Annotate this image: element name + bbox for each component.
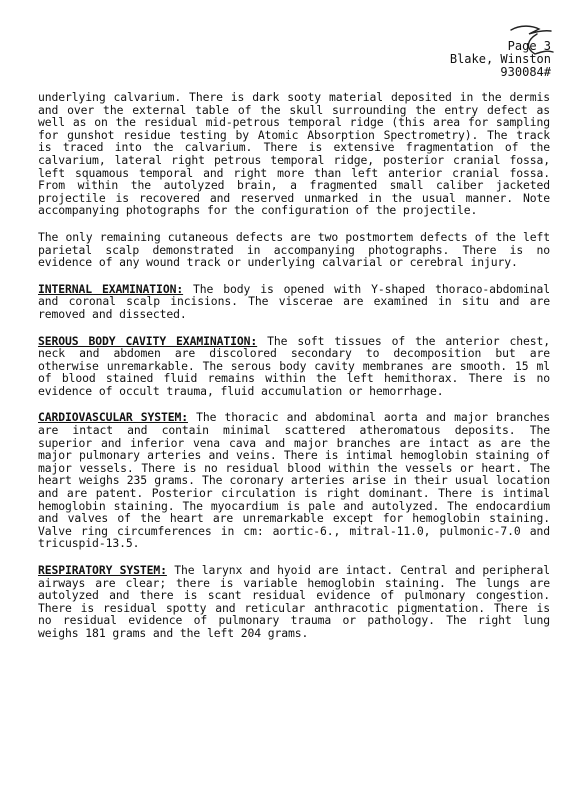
section-heading: SEROUS BODY CAVITY EXAMINATION: [38, 333, 258, 348]
section-text: The thoracic and abdominal aorta and major branches are intact and contain minimal scattered atheromatous deposits. The superior and inferior vena cava and major branches are intact as are the major pulmonary arteries and veins. There is intimal hemoglobin staining of major vessels. There is no residual blood within the vessels or heart. The heart weighs 235 grams. The coronary arteries arise in their usual location and are patent. Posterior circulation is right dominant. There is intimal hemoglobin staining. The myocardium is pale and autolyzed. The endocardium and valves of the heart are unremarkable except for hemoglobin staining. Valve ring circumferences in cm: aortic-6., mitral-11.0, pulmonic-7.0 and tricuspid-13.5. [38, 410, 551, 551]
page-header [450, 40, 551, 79]
section-text: The soft tissues of the anterior chest, neck and abdomen are discolored secondary to decomposition but are otherwise unremarkable. The serous body cavity membranes are smooth. 15 ml of blood stained fluid remains within the left hemithorax. There is no evidence of occult trauma, fluid accumulation or hemorrhage. [38, 333, 550, 398]
case-number: 930084# [500, 65, 551, 79]
section-heading: INTERNAL EXAMINATION: [38, 281, 184, 296]
paragraph-cutaneous-defects [38, 231, 550, 269]
page-number: Page 3 [507, 39, 551, 53]
section-cardiovascular [38, 411, 550, 550]
section-internal-examination [38, 283, 550, 321]
section-respiratory [38, 564, 550, 640]
paragraph-text: The only remaining cutaneous defects are two postmortem defects of the left parietal scalp demonstrated in accompanying photographs. There is no evidence of any wound track or underlying calvarial or cerebral injury. [38, 229, 550, 270]
section-text: The body is opened with Y-shaped thoraco-abdominal and coronal scalp incisions. The viscerae are examined in situ and are removed and dissected. [38, 281, 550, 321]
report-body [38, 91, 550, 654]
section-heading: RESPIRATORY SYSTEM: [38, 563, 167, 577]
paragraph-text: underlying calvarium. There is dark sooty material deposited in the dermis and over the external table of the skull surrounding the entry defect as well as on the residual mid-petrous temporal ridge (this area for sampling for gunshot residue testing by Atomic Absorption Spectrometry). The track is traced into the calvarium. There is extensive fragmentation of the calvarium, lateral right petrous temporal ridge, posterior cranial fossa, left squamous temporal and right more than left anterior cranial fossa. From within the autolyzed brain, a fragmented small caliber jacketed projectile is recovered and reserved unmarked in the usual manner. Note accompanying photographs for the configuration of the projectile. [38, 90, 550, 218]
section-serous-body-cavity [38, 335, 550, 398]
paragraph-calvarium [38, 91, 550, 217]
section-text: The larynx and hyoid are intact. Central and peripheral airways are clear; there is variable hemoglobin staining. The lungs are autolyzed and there is scant residual evidence of pulmonary congestion. There is residual spotty and reticular anthracotic pigmentation. There is no residual evidence of pulmonary trauma or pathology. The right lung weighs 181 grams and the left 204 grams. [38, 563, 550, 640]
section-heading: CARDIOVASCULAR SYSTEM: [38, 410, 188, 425]
patient-name: Blake, Winston [449, 52, 551, 66]
